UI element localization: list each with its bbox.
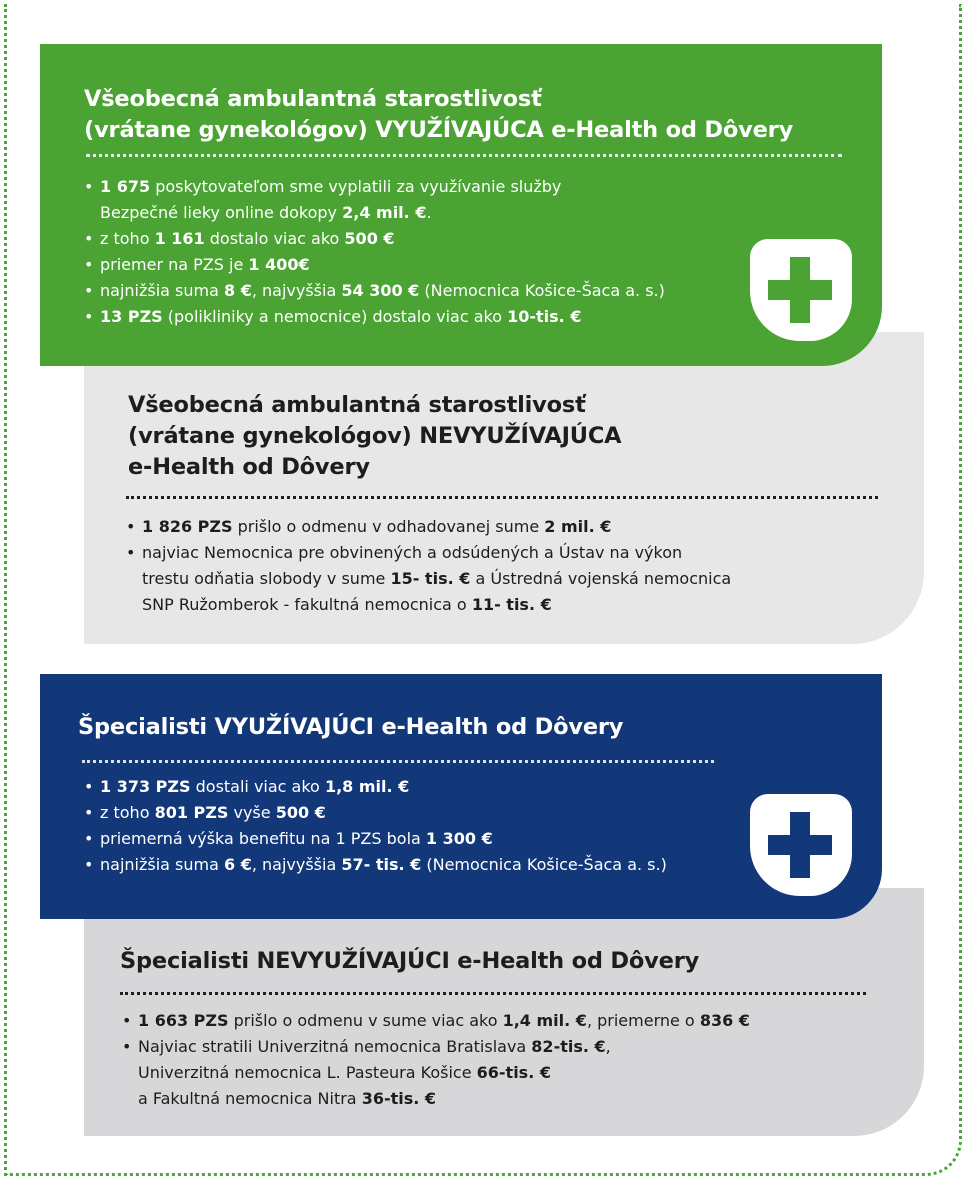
- list-item: • 1 826 PZS prišlo o odmenu v odhadovanej sume 2 mil. €: [126, 514, 731, 540]
- section3-title: Špecialisti VYUŽÍVAJÚCI e-Health od Dôvery: [78, 714, 624, 740]
- list-item: • 1 663 PZS prišlo o odmenu v sume viac ako 1,4 mil. €, priemerne o 836 €: [122, 1008, 750, 1034]
- section4-dotted-rule: [120, 992, 866, 995]
- section1-dotted-rule: [86, 154, 842, 157]
- list-item: • 1 373 PZS dostali viac ako 1,8 mil. €: [84, 774, 667, 800]
- list-item: • najnižšia suma 8 €, najvyššia 54 300 € (Nemocnica Košice-Šaca a. s.): [84, 278, 665, 304]
- section2-list: [126, 514, 731, 618]
- section3-list: [84, 774, 667, 878]
- section4-title: Špecialisti NEVYUŽÍVAJÚCI e-Health od Dôvery: [120, 948, 700, 974]
- health-cross-icon: [750, 239, 852, 341]
- list-item: • priemerná výška benefitu na 1 PZS bola 1 300 €: [84, 826, 667, 852]
- section3-dotted-rule: [82, 760, 714, 763]
- list-item: • z toho 1 161 dostalo viac ako 500 €: [84, 226, 665, 252]
- section1-title: Všeobecná ambulantná starostlivosť (vrátane gynekológov) VYUŽÍVAJÚCA e-Health od Dôvery: [84, 86, 794, 143]
- panel-general-care-not-using-ehealth: [84, 332, 924, 644]
- section2-dotted-rule: [126, 496, 878, 499]
- list-item: • 1 675 poskytovateľom sme vyplatili za využívanie služby Bezpečné lieky online dokopy 2,4 mil. €.: [84, 174, 665, 226]
- panel-specialists-using-ehealth: [40, 674, 882, 919]
- list-item: • Najviac stratili Univerzitná nemocnica Bratislava 82-tis. €, Univerzitná nemocnica L. Pasteura Košice 66-tis. € a Fakultná nemocnica Nitra 36-tis. €: [122, 1034, 750, 1112]
- list-item: • 13 PZS (polikliniky a nemocnice) dostalo viac ako 10-tis. €: [84, 304, 665, 330]
- panel-general-care-using-ehealth: [40, 44, 882, 366]
- list-item: • najnižšia suma 6 €, najvyššia 57- tis. € (Nemocnica Košice-Šaca a. s.): [84, 852, 667, 878]
- health-cross-icon: [750, 794, 852, 896]
- section1-list: [84, 174, 665, 330]
- list-item: • priemer na PZS je 1 400€: [84, 252, 665, 278]
- list-item: • z toho 801 PZS vyše 500 €: [84, 800, 667, 826]
- section2-title: Všeobecná ambulantná starostlivosť (vrátane gynekológov) NEVYUŽÍVAJÚCA e-Health od Dôvery: [128, 392, 622, 480]
- section4-list: [122, 1008, 750, 1112]
- panel-specialists-not-using-ehealth: [84, 888, 924, 1136]
- list-item: • najviac Nemocnica pre obvinených a odsúdených a Ústav na výkon trestu odňatia slobody v sume 15- tis. € a Ústredná vojenská nemocnica SNP Ružomberok - fakultná nemocnica o 11- tis. €: [126, 540, 731, 618]
